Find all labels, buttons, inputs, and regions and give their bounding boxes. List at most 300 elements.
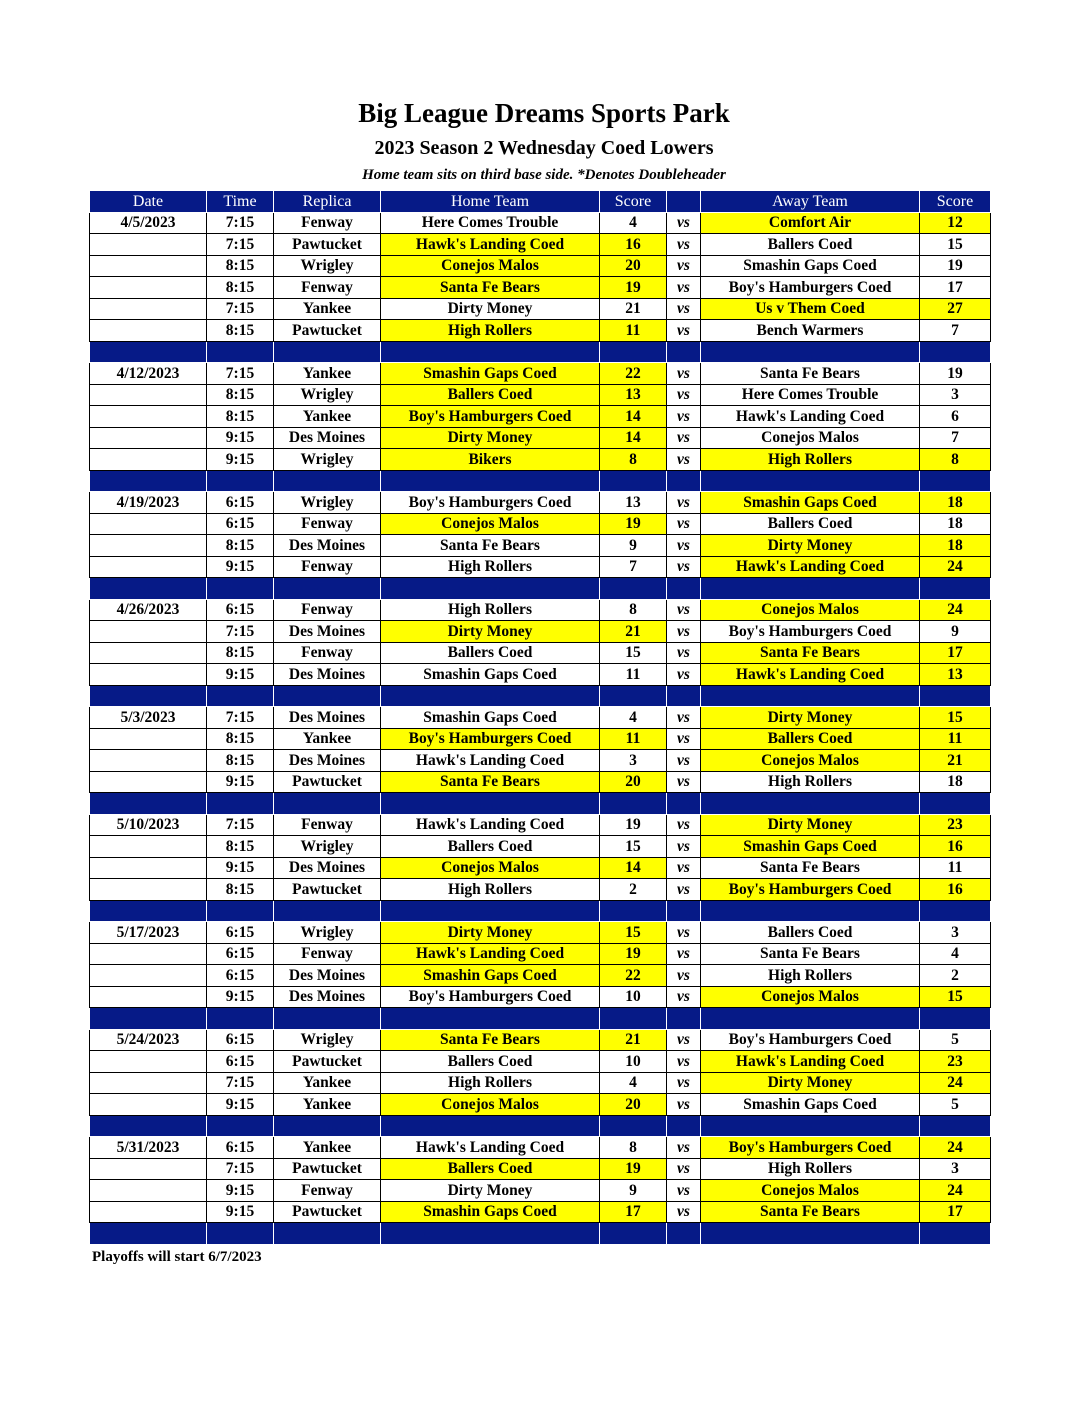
date-cell xyxy=(90,836,207,858)
table-row xyxy=(90,1051,991,1073)
separator-cell xyxy=(920,1008,991,1030)
home-team-cell: Santa Fe Bears xyxy=(381,535,600,557)
home-score-cell: 4 xyxy=(600,707,667,729)
home-score-cell: 15 xyxy=(600,836,667,858)
vs-cell: vs xyxy=(667,750,701,772)
time-cell: 9:15 xyxy=(207,427,274,449)
replica-cell: Des Moines xyxy=(274,621,381,643)
page-title: Big League Dreams Sports Park xyxy=(358,98,730,128)
table-row xyxy=(90,212,991,234)
home-team-cell: Boy's Hamburgers Coed xyxy=(381,406,600,428)
separator-cell xyxy=(90,578,207,600)
separator-cell xyxy=(667,793,701,815)
vs-cell: vs xyxy=(667,449,701,471)
date-cell xyxy=(90,965,207,987)
separator-cell xyxy=(600,470,667,492)
away-score-cell: 6 xyxy=(920,406,991,428)
table-row xyxy=(90,728,991,750)
date-cell xyxy=(90,406,207,428)
away-team-cell: High Rollers xyxy=(701,965,920,987)
home-team-cell: Santa Fe Bears xyxy=(381,1029,600,1051)
table-row xyxy=(90,1158,991,1180)
away-team-cell: Smashin Gaps Coed xyxy=(701,1094,920,1116)
home-score-cell: 21 xyxy=(600,298,667,320)
replica-cell: Wrigley xyxy=(274,449,381,471)
table-row xyxy=(90,492,991,514)
replica-cell: Des Moines xyxy=(274,750,381,772)
home-score-cell: 22 xyxy=(600,965,667,987)
away-team-cell: Conejos Malos xyxy=(701,750,920,772)
separator-cell xyxy=(207,470,274,492)
separator-cell xyxy=(701,1115,920,1137)
replica-cell: Fenway xyxy=(274,513,381,535)
time-cell: 6:15 xyxy=(207,922,274,944)
separator-cell xyxy=(600,1115,667,1137)
separator-cell xyxy=(701,793,920,815)
vs-cell: vs xyxy=(667,556,701,578)
home-score-cell: 2 xyxy=(600,879,667,901)
replica-cell: Des Moines xyxy=(274,707,381,729)
replica-cell: Des Moines xyxy=(274,427,381,449)
separator-cell xyxy=(920,900,991,922)
replica-cell: Des Moines xyxy=(274,986,381,1008)
vs-cell: vs xyxy=(667,771,701,793)
home-team-cell: High Rollers xyxy=(381,320,600,342)
separator-cell xyxy=(701,470,920,492)
away-score-cell: 3 xyxy=(920,384,991,406)
separator-cell xyxy=(207,341,274,363)
away-team-cell: Ballers Coed xyxy=(701,234,920,256)
home-team-cell: Smashin Gaps Coed xyxy=(381,1201,600,1223)
date-cell xyxy=(90,513,207,535)
replica-cell: Fenway xyxy=(274,212,381,234)
home-team-cell: Smashin Gaps Coed xyxy=(381,707,600,729)
home-team-cell: Hawk's Landing Coed xyxy=(381,943,600,965)
home-team-cell: Ballers Coed xyxy=(381,1051,600,1073)
vs-cell: vs xyxy=(667,320,701,342)
replica-cell: Pawtucket xyxy=(274,1051,381,1073)
away-score-cell: 24 xyxy=(920,1180,991,1202)
separator-cell xyxy=(274,685,381,707)
date-cell xyxy=(90,1158,207,1180)
separator-cell xyxy=(207,685,274,707)
away-score-cell: 17 xyxy=(920,277,991,299)
vs-cell: vs xyxy=(667,535,701,557)
home-score-cell: 8 xyxy=(600,599,667,621)
home-score-cell: 21 xyxy=(600,1029,667,1051)
away-score-cell: 24 xyxy=(920,556,991,578)
home-team-cell: Conejos Malos xyxy=(381,513,600,535)
vs-cell: vs xyxy=(667,298,701,320)
column-header-away-score: Score xyxy=(920,191,991,213)
column-header-home-team: Home Team xyxy=(381,191,600,213)
home-team-cell: High Rollers xyxy=(381,599,600,621)
date-cell xyxy=(90,664,207,686)
time-cell: 6:15 xyxy=(207,943,274,965)
table-row xyxy=(90,320,991,342)
vs-cell: vs xyxy=(667,943,701,965)
replica-cell: Yankee xyxy=(274,1137,381,1159)
away-team-cell: High Rollers xyxy=(701,449,920,471)
home-score-cell: 7 xyxy=(600,556,667,578)
away-score-cell: 2 xyxy=(920,965,991,987)
separator-cell xyxy=(920,685,991,707)
home-score-cell: 19 xyxy=(600,814,667,836)
separator-cell xyxy=(90,793,207,815)
separator-cell xyxy=(207,1223,274,1245)
home-score-cell: 17 xyxy=(600,1201,667,1223)
away-team-cell: Hawk's Landing Coed xyxy=(701,1051,920,1073)
time-cell: 6:15 xyxy=(207,1029,274,1051)
away-team-cell: Santa Fe Bears xyxy=(701,363,920,385)
separator-cell xyxy=(667,685,701,707)
schedule-body xyxy=(90,212,991,1244)
home-team-cell: Ballers Coed xyxy=(381,384,600,406)
table-row xyxy=(90,1201,991,1223)
replica-cell: Wrigley xyxy=(274,492,381,514)
table-row xyxy=(90,406,991,428)
vs-cell: vs xyxy=(667,234,701,256)
home-score-cell: 20 xyxy=(600,771,667,793)
vs-cell: vs xyxy=(667,1180,701,1202)
time-cell: 7:15 xyxy=(207,1072,274,1094)
replica-cell: Fenway xyxy=(274,642,381,664)
home-score-cell: 20 xyxy=(600,255,667,277)
table-row xyxy=(90,879,991,901)
replica-cell: Des Moines xyxy=(274,965,381,987)
separator-cell xyxy=(274,578,381,600)
table-row xyxy=(90,427,991,449)
table-row xyxy=(90,298,991,320)
table-row xyxy=(90,621,991,643)
time-cell: 6:15 xyxy=(207,513,274,535)
home-score-cell: 10 xyxy=(600,986,667,1008)
vs-cell: vs xyxy=(667,836,701,858)
date-cell xyxy=(90,449,207,471)
home-score-cell: 20 xyxy=(600,1094,667,1116)
away-score-cell: 15 xyxy=(920,707,991,729)
away-team-cell: Here Comes Trouble xyxy=(701,384,920,406)
away-team-cell: Boy's Hamburgers Coed xyxy=(701,879,920,901)
vs-cell: vs xyxy=(667,642,701,664)
away-score-cell: 12 xyxy=(920,212,991,234)
away-team-cell: Santa Fe Bears xyxy=(701,857,920,879)
home-score-cell: 15 xyxy=(600,922,667,944)
vs-cell: vs xyxy=(667,1029,701,1051)
week-separator-row xyxy=(90,341,991,363)
away-team-cell: Smashin Gaps Coed xyxy=(701,255,920,277)
replica-cell: Wrigley xyxy=(274,836,381,858)
home-score-cell: 19 xyxy=(600,277,667,299)
separator-cell xyxy=(600,578,667,600)
table-row xyxy=(90,277,991,299)
separator-cell xyxy=(667,341,701,363)
separator-cell xyxy=(667,578,701,600)
replica-cell: Pawtucket xyxy=(274,234,381,256)
replica-cell: Des Moines xyxy=(274,664,381,686)
column-header-replica: Replica xyxy=(274,191,381,213)
home-team-cell: Hawk's Landing Coed xyxy=(381,814,600,836)
date-cell xyxy=(90,986,207,1008)
date-cell xyxy=(90,535,207,557)
home-team-cell: Smashin Gaps Coed xyxy=(381,965,600,987)
replica-cell: Yankee xyxy=(274,1094,381,1116)
separator-cell xyxy=(90,341,207,363)
away-score-cell: 27 xyxy=(920,298,991,320)
separator-cell xyxy=(381,578,600,600)
away-team-cell: Dirty Money xyxy=(701,535,920,557)
away-score-cell: 18 xyxy=(920,492,991,514)
header-note: Home team sits on third base side. *Denotes Doubleheader xyxy=(362,167,726,183)
away-team-cell: Dirty Money xyxy=(701,814,920,836)
separator-cell xyxy=(274,900,381,922)
home-team-cell: Hawk's Landing Coed xyxy=(381,750,600,772)
separator-cell xyxy=(920,578,991,600)
vs-cell: vs xyxy=(667,1072,701,1094)
date-cell: 5/10/2023 xyxy=(90,814,207,836)
date-cell xyxy=(90,621,207,643)
week-separator-row xyxy=(90,470,991,492)
separator-cell xyxy=(701,341,920,363)
away-score-cell: 18 xyxy=(920,771,991,793)
vs-cell: vs xyxy=(667,406,701,428)
vs-cell: vs xyxy=(667,277,701,299)
time-cell: 8:15 xyxy=(207,255,274,277)
table-row xyxy=(90,986,991,1008)
replica-cell: Des Moines xyxy=(274,857,381,879)
replica-cell: Yankee xyxy=(274,1072,381,1094)
separator-cell xyxy=(381,470,600,492)
replica-cell: Fenway xyxy=(274,599,381,621)
home-team-cell: Dirty Money xyxy=(381,1180,600,1202)
week-separator-row xyxy=(90,793,991,815)
date-cell xyxy=(90,642,207,664)
away-score-cell: 23 xyxy=(920,1051,991,1073)
home-score-cell: 8 xyxy=(600,1137,667,1159)
separator-cell xyxy=(920,470,991,492)
away-team-cell: Conejos Malos xyxy=(701,986,920,1008)
time-cell: 9:15 xyxy=(207,556,274,578)
vs-cell: vs xyxy=(667,1158,701,1180)
table-row xyxy=(90,513,991,535)
time-cell: 9:15 xyxy=(207,1201,274,1223)
away-score-cell: 13 xyxy=(920,664,991,686)
home-score-cell: 21 xyxy=(600,621,667,643)
separator-cell xyxy=(600,793,667,815)
time-cell: 8:15 xyxy=(207,750,274,772)
date-cell xyxy=(90,728,207,750)
away-score-cell: 3 xyxy=(920,1158,991,1180)
home-score-cell: 13 xyxy=(600,384,667,406)
separator-cell xyxy=(90,685,207,707)
time-cell: 7:15 xyxy=(207,234,274,256)
date-cell: 4/12/2023 xyxy=(90,363,207,385)
away-team-cell: Smashin Gaps Coed xyxy=(701,836,920,858)
replica-cell: Fenway xyxy=(274,1180,381,1202)
date-cell xyxy=(90,1180,207,1202)
home-score-cell: 11 xyxy=(600,320,667,342)
time-cell: 7:15 xyxy=(207,621,274,643)
vs-cell: vs xyxy=(667,1137,701,1159)
away-score-cell: 3 xyxy=(920,922,991,944)
time-cell: 6:15 xyxy=(207,965,274,987)
date-cell xyxy=(90,234,207,256)
away-team-cell: Comfort Air xyxy=(701,212,920,234)
time-cell: 7:15 xyxy=(207,298,274,320)
home-team-cell: Hawk's Landing Coed xyxy=(381,234,600,256)
table-row xyxy=(90,1072,991,1094)
separator-cell xyxy=(667,900,701,922)
home-score-cell: 19 xyxy=(600,943,667,965)
table-row xyxy=(90,363,991,385)
separator-cell xyxy=(920,793,991,815)
time-cell: 9:15 xyxy=(207,857,274,879)
away-score-cell: 19 xyxy=(920,363,991,385)
vs-cell: vs xyxy=(667,728,701,750)
time-cell: 8:15 xyxy=(207,406,274,428)
home-team-cell: Santa Fe Bears xyxy=(381,277,600,299)
date-cell xyxy=(90,879,207,901)
time-cell: 7:15 xyxy=(207,814,274,836)
vs-cell: vs xyxy=(667,384,701,406)
home-score-cell: 10 xyxy=(600,1051,667,1073)
away-score-cell: 24 xyxy=(920,599,991,621)
vs-cell: vs xyxy=(667,427,701,449)
week-separator-row xyxy=(90,1223,991,1245)
vs-cell: vs xyxy=(667,492,701,514)
separator-cell xyxy=(600,1223,667,1245)
home-team-cell: Smashin Gaps Coed xyxy=(381,664,600,686)
home-team-cell: Ballers Coed xyxy=(381,642,600,664)
schedule-table xyxy=(89,190,991,1245)
table-row xyxy=(90,965,991,987)
away-score-cell: 11 xyxy=(920,857,991,879)
week-separator-row xyxy=(90,900,991,922)
away-score-cell: 17 xyxy=(920,642,991,664)
separator-cell xyxy=(90,1115,207,1137)
vs-cell: vs xyxy=(667,621,701,643)
separator-cell xyxy=(274,341,381,363)
date-cell xyxy=(90,427,207,449)
table-row xyxy=(90,1180,991,1202)
away-score-cell: 5 xyxy=(920,1094,991,1116)
away-team-cell: Boy's Hamburgers Coed xyxy=(701,277,920,299)
time-cell: 8:15 xyxy=(207,836,274,858)
home-team-cell: Santa Fe Bears xyxy=(381,771,600,793)
away-score-cell: 16 xyxy=(920,836,991,858)
separator-cell xyxy=(207,793,274,815)
away-score-cell: 17 xyxy=(920,1201,991,1223)
home-score-cell: 14 xyxy=(600,427,667,449)
home-score-cell: 16 xyxy=(600,234,667,256)
vs-cell: vs xyxy=(667,965,701,987)
table-row xyxy=(90,943,991,965)
table-row xyxy=(90,771,991,793)
vs-cell: vs xyxy=(667,599,701,621)
replica-cell: Yankee xyxy=(274,298,381,320)
separator-cell xyxy=(274,1115,381,1137)
time-cell: 6:15 xyxy=(207,492,274,514)
home-team-cell: Dirty Money xyxy=(381,922,600,944)
separator-cell xyxy=(667,1115,701,1137)
away-team-cell: Conejos Malos xyxy=(701,599,920,621)
column-header-away-team: Away Team xyxy=(701,191,920,213)
home-team-cell: Boy's Hamburgers Coed xyxy=(381,492,600,514)
vs-cell: vs xyxy=(667,664,701,686)
home-score-cell: 14 xyxy=(600,857,667,879)
away-score-cell: 8 xyxy=(920,449,991,471)
home-score-cell: 22 xyxy=(600,363,667,385)
separator-cell xyxy=(667,1008,701,1030)
vs-cell: vs xyxy=(667,986,701,1008)
home-score-cell: 19 xyxy=(600,513,667,535)
separator-cell xyxy=(207,578,274,600)
date-cell xyxy=(90,771,207,793)
table-row xyxy=(90,599,991,621)
away-score-cell: 5 xyxy=(920,1029,991,1051)
home-team-cell: Conejos Malos xyxy=(381,1094,600,1116)
time-cell: 9:15 xyxy=(207,449,274,471)
column-header-home-score: Score xyxy=(600,191,667,213)
home-team-cell: Boy's Hamburgers Coed xyxy=(381,986,600,1008)
separator-cell xyxy=(667,470,701,492)
home-score-cell: 4 xyxy=(600,212,667,234)
time-cell: 8:15 xyxy=(207,277,274,299)
table-row xyxy=(90,836,991,858)
away-score-cell: 15 xyxy=(920,234,991,256)
replica-cell: Pawtucket xyxy=(274,320,381,342)
away-team-cell: High Rollers xyxy=(701,1158,920,1180)
away-score-cell: 24 xyxy=(920,1137,991,1159)
away-team-cell: Dirty Money xyxy=(701,1072,920,1094)
home-team-cell: Ballers Coed xyxy=(381,836,600,858)
column-header-vs xyxy=(667,191,701,213)
home-team-cell: Ballers Coed xyxy=(381,1158,600,1180)
vs-cell: vs xyxy=(667,879,701,901)
replica-cell: Pawtucket xyxy=(274,1158,381,1180)
home-score-cell: 3 xyxy=(600,750,667,772)
away-team-cell: Conejos Malos xyxy=(701,1180,920,1202)
time-cell: 8:15 xyxy=(207,728,274,750)
away-team-cell: Hawk's Landing Coed xyxy=(701,406,920,428)
table-row xyxy=(90,1029,991,1051)
separator-cell xyxy=(381,1115,600,1137)
vs-cell: vs xyxy=(667,1201,701,1223)
home-score-cell: 13 xyxy=(600,492,667,514)
home-team-cell: High Rollers xyxy=(381,556,600,578)
separator-cell xyxy=(381,1223,600,1245)
away-score-cell: 21 xyxy=(920,750,991,772)
separator-cell xyxy=(701,685,920,707)
vs-cell: vs xyxy=(667,814,701,836)
home-score-cell: 8 xyxy=(600,449,667,471)
vs-cell: vs xyxy=(667,1051,701,1073)
time-cell: 6:15 xyxy=(207,599,274,621)
time-cell: 8:15 xyxy=(207,320,274,342)
away-team-cell: Santa Fe Bears xyxy=(701,943,920,965)
replica-cell: Wrigley xyxy=(274,255,381,277)
time-cell: 8:15 xyxy=(207,535,274,557)
home-score-cell: 14 xyxy=(600,406,667,428)
separator-cell xyxy=(90,1008,207,1030)
date-cell xyxy=(90,384,207,406)
time-cell: 9:15 xyxy=(207,1180,274,1202)
table-row xyxy=(90,234,991,256)
replica-cell: Pawtucket xyxy=(274,879,381,901)
vs-cell: vs xyxy=(667,255,701,277)
separator-cell xyxy=(701,900,920,922)
date-cell: 4/26/2023 xyxy=(90,599,207,621)
